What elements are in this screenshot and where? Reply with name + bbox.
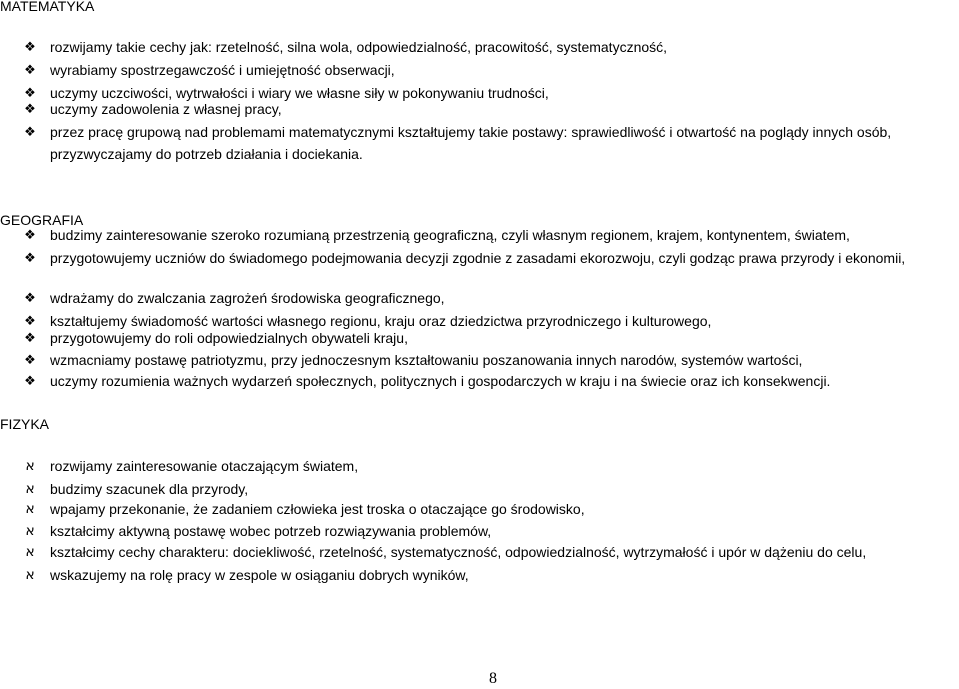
page-number: 8	[489, 670, 497, 687]
list-item: uczymy uczciwości, wytrwałości i wiary we własne siły w pokonywaniu trudności,	[50, 85, 549, 101]
list-item: wzmacniamy postawę patriotyzmu, przy jednoczesnym kształtowaniu poszanowania innych narodów, systemów wartości,	[50, 352, 803, 368]
list-item: wyrabiamy spostrzegawczość i umiejętność obserwacji,	[50, 62, 395, 78]
diamond-bullet-icon: ❖	[24, 250, 36, 265]
list-item: rozwijamy takie cechy jak: rzetelność, silna wola, odpowiedzialność, pracowitość, systematyczność,	[50, 39, 668, 55]
diamond-bullet-icon: ❖	[24, 85, 36, 100]
diamond-bullet-icon: ❖	[24, 39, 36, 54]
diamond-bullet-icon: ❖	[24, 124, 36, 139]
diamond-bullet-icon: ❖	[24, 101, 36, 116]
aleph-bullet-icon: א	[25, 458, 35, 474]
list-item: budzimy zainteresowanie szeroko rozumianą przestrzenią geograficzną, czyli własnym regionem, krajem, kontynentem, światem,	[50, 227, 850, 243]
list-item: uczymy zadowolenia z własnej pracy,	[50, 101, 282, 117]
aleph-bullet-icon: א	[25, 481, 35, 497]
aleph-bullet-icon: א	[25, 567, 35, 583]
diamond-bullet-icon: ❖	[24, 330, 36, 345]
section-heading-matematyka: MATEMATYKA	[0, 0, 95, 14]
list-item: kształtujemy świadomość wartości własnego regionu, kraju oraz dziedzictwa przyrodniczego i kulturowego,	[50, 313, 712, 329]
aleph-bullet-icon: א	[25, 501, 35, 517]
section-heading-geografia: GEOGRAFIA	[0, 212, 84, 228]
diamond-bullet-icon: ❖	[24, 373, 36, 388]
list-item: przygotowujemy uczniów do świadomego podejmowania decyzji zgodnie z zasadami ekorozwoju, czyli godząc prawa przyrody i ekonomii,	[50, 250, 906, 266]
diamond-bullet-icon: ❖	[24, 62, 36, 77]
diamond-bullet-icon: ❖	[24, 227, 36, 242]
list-item: przez pracę grupową nad problemami matematycznymi kształtujemy takie postawy: sprawiedliwość i otwartość na poglądy innych osób, przyzwyczajamy do potrzeb działania i dociekania.	[50, 124, 892, 162]
list-item: wskazujemy na rolę pracy w zespole w osiąganiu dobrych wyników,	[50, 567, 469, 583]
list-item: kształcimy aktywną postawę wobec potrzeb rozwiązywania problemów,	[50, 523, 492, 539]
list-item: wdrażamy do zwalczania zagrożeń środowiska geograficznego,	[50, 290, 445, 306]
list-item: wpajamy przekonanie, że zadaniem człowieka jest troska o otaczające go środowisko,	[50, 501, 585, 517]
list-item: rozwijamy zainteresowanie otaczającym światem,	[50, 458, 359, 474]
list-item: kształcimy cechy charakteru: dociekliwość, rzetelność, systematyczność, odpowiedzialność, wytrzymałość i upór w dążeniu do celu,	[50, 544, 867, 560]
aleph-bullet-icon: א	[25, 523, 35, 539]
list-item: przygotowujemy do roli odpowiedzialnych obywateli kraju,	[50, 330, 408, 346]
list-item: budzimy szacunek dla przyrody,	[50, 481, 249, 497]
diamond-bullet-icon: ❖	[24, 313, 36, 328]
diamond-bullet-icon: ❖	[24, 290, 36, 305]
list-item: uczymy rozumienia ważnych wydarzeń społecznych, politycznych i gospodarczych w kraju i na świecie oraz ich konsekwencji.	[50, 373, 831, 389]
aleph-bullet-icon: א	[25, 544, 35, 560]
section-heading-fizyka: FIZYKA	[0, 416, 50, 432]
diamond-bullet-icon: ❖	[24, 352, 36, 367]
